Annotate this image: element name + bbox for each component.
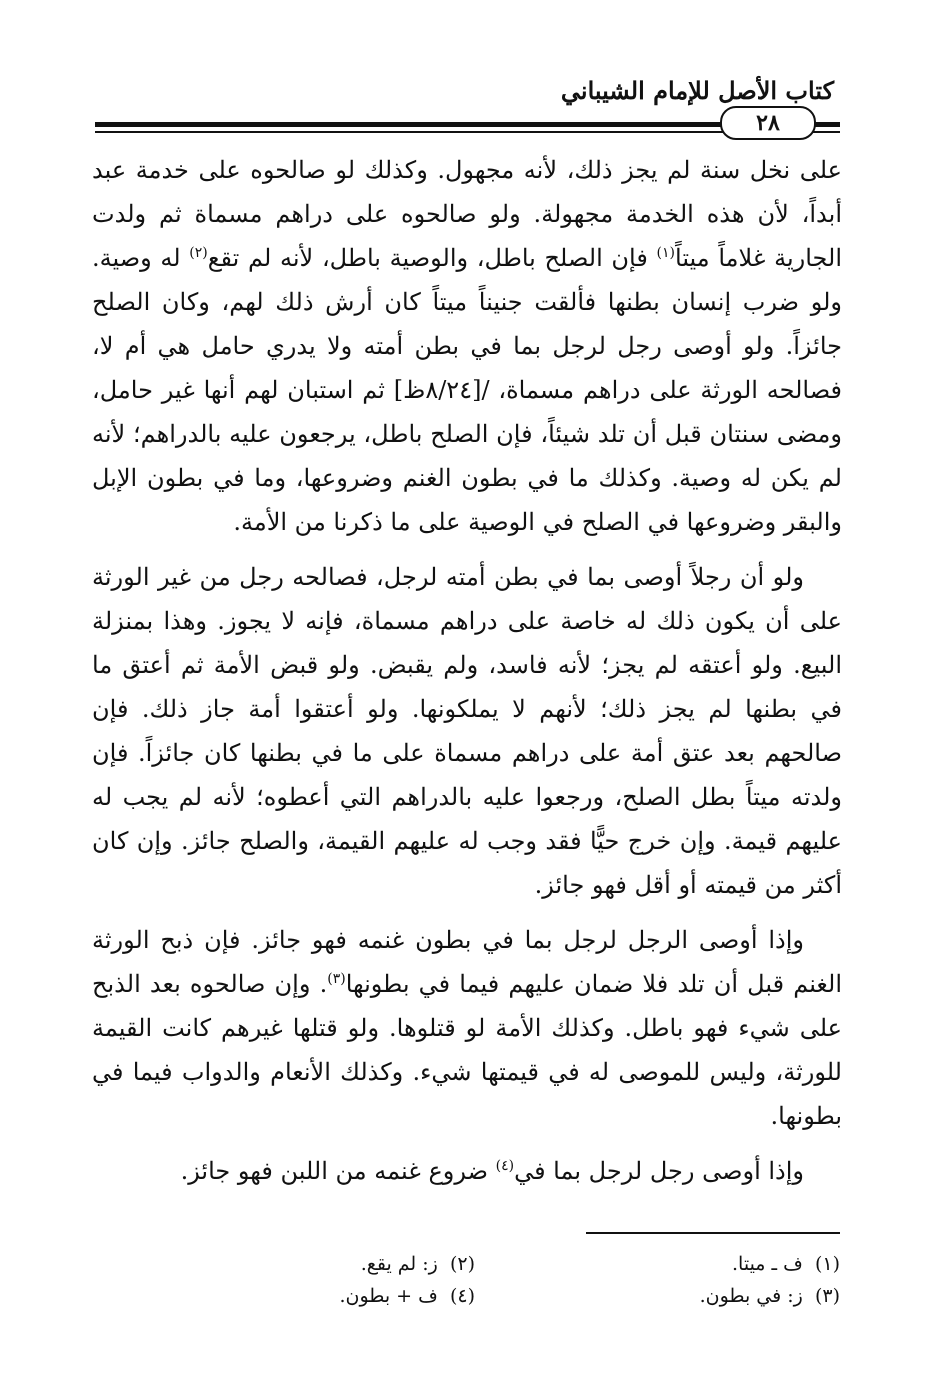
footnote-1-number: (١) (814, 1253, 840, 1275)
paragraph-1 (92, 148, 842, 544)
footnote-1-text: ف ـ ميتا. (732, 1253, 803, 1275)
footnote-3 (515, 1280, 840, 1312)
paragraph-2: ولو أن رجلاً أوصى بما في بطن أمته لرجل، فصالحه رجل من غير الورثة على أن يكون ذلك له خاصة على دراهم مسماة، فإنه لا يجوز. وهذا بمنزلة البيع. ولو أعتقه لم يجز؛ لأنه فاسد، ولم يقبض. ولو قبض الأمة ثم أعتق ما في بطنها لم يجز ذلك؛ لأنهم لا يملكونها. ولو أعتقوا أمة جاز ذلك. فإن صالحهم بعد عتق أمة على دراهم مسماة على ما في بطنها كان جائزاً. فإن ولدته ميتاً بطل الصلح، ورجعوا عليه بالدراهم التي أعطوه؛ لأنه لم يجب له عليهم قيمة. وإن خرج حيًّا فقد وجب له عليهم القيمة، والصلح جائز. وإن كان أكثر من قيمته أو أقل فهو جائز. (92, 563, 842, 899)
footnote-4 (150, 1280, 475, 1312)
paragraph-1-text-c: له وصية. ولو ضرب إنسان بطنها فألقت جنيناً ميتاً كان أرش ذلك لهم، وكان الصلح جائزاً. ولو أوصى رجل لرجل بما في بطن أمته ولا يدري حامل هي أم لا، فصالحه الورثة على دراهم مسماة، /[٨/٢٤ظ] ثم استبان لهم أنها غير حامل، ومضى سنتان قبل أن تلد شيئاً، فإن الصلح باطل، يرجعون عليه بالدراهم؛ لأنه لم يكن له وصية. وكذلك ما في بطون الغنم وضروعها، وما في بطون الإبل والبقر وضروعها في الصلح في الوصية على ما ذكرنا من الأمة. (92, 244, 843, 536)
paragraph-3-text-b: . وإن صالحوه بعد الذبح على شيء فهو باطل. وكذلك الأمة لو قتلوها. ولو قتلها غيرهم كانت القيمة للورثة، وليس للموصى له في قيمتها شيء. وكذلك الأنعام والدواب فيما في بطونها. (92, 970, 842, 1130)
footnote-1 (515, 1248, 840, 1280)
footnotes (150, 1248, 840, 1312)
footnote-ref-4: (٤) (495, 1158, 515, 1174)
footnote-2 (150, 1248, 475, 1280)
paragraph-4-text-a: وإذا أوصى رجل لرجل بما في (514, 1157, 804, 1185)
paragraph-3-text-a: وإذا أوصى الرجل لرجل بما في بطون غنمه فهو جائز. فإن ذبح الورثة الغنم قبل أن تلد فلا ضمان عليهم فيما في بطونها (92, 926, 842, 998)
footnote-ref-3: (٣) (327, 971, 346, 987)
paragraph-3 (92, 918, 842, 1138)
main-text (92, 148, 842, 1193)
running-header-title: كتاب الأصل للإمام الشيباني (560, 76, 834, 105)
footnote-separator (586, 1232, 840, 1234)
paragraph-1-text-b: فإن الصلح باطل، والوصية باطل، لأنه لم تقع (207, 244, 657, 272)
paragraph-4 (92, 1149, 842, 1193)
footnote-4-text: ف + بطون. (339, 1285, 438, 1307)
paragraph-1-text-a: على نخل سنة لم يجز ذلك، لأنه مجهول. وكذلك لو صالحوه على خدمة عبد أبداً، لأن هذه الخدمة مجهولة. ولو صالحوه على دراهم مسماة ثم ولدت الجارية غلاماً ميتاً (92, 156, 842, 272)
footnote-3-number: (٣) (814, 1285, 840, 1307)
paragraph-4-text-b: ضروع غنمه من اللبن فهو جائز. (180, 1157, 496, 1185)
footnote-4-number: (٤) (449, 1285, 475, 1307)
footnote-3-text: ز: في بطون. (699, 1285, 803, 1307)
page-number: ٢٨ (720, 106, 816, 140)
footnote-2-text: ز: لم يقع. (360, 1253, 438, 1275)
footnote-ref-2: (٢) (189, 245, 208, 261)
footnote-2-number: (٢) (449, 1253, 475, 1275)
footnote-ref-1: (١) (656, 245, 675, 261)
